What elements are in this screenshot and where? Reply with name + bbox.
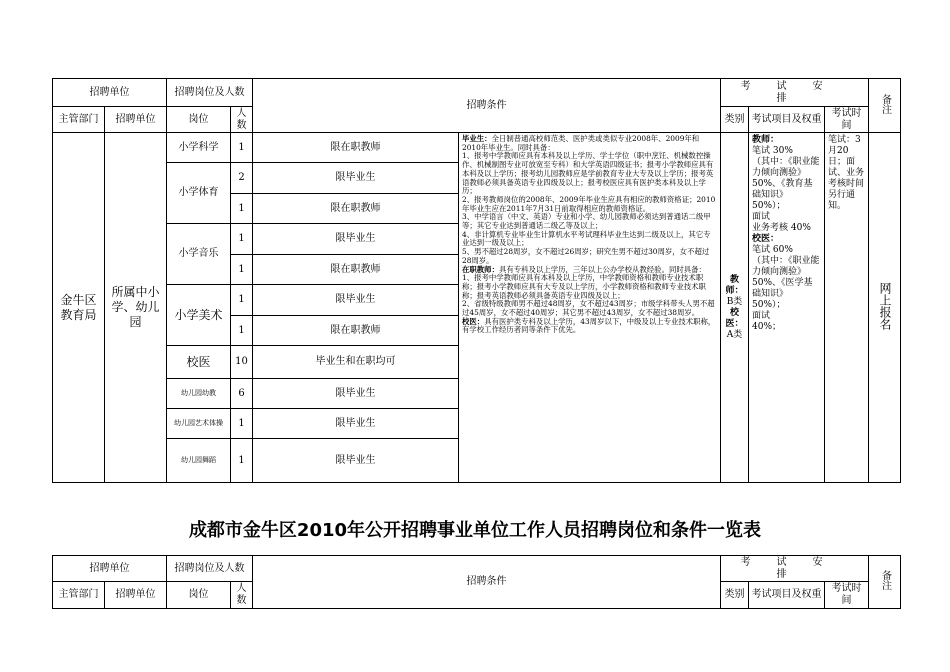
header-post-group: 招聘岗位及人数 [167, 556, 253, 582]
exam-type-teacher-value: B类 [726, 296, 743, 307]
requirement-cell: 限毕业生 [253, 409, 459, 439]
exam-line: 40%； [752, 322, 782, 332]
header-conditions: 招聘条件 [253, 556, 721, 609]
exam-line: 面试 [752, 311, 771, 321]
requirement-cell: 限毕业生 [253, 379, 459, 409]
header-supervisor: 主管部门 [53, 107, 105, 133]
exam-type-doctor-value: A类 [726, 329, 743, 340]
exam-time-cell: 笔试：3月20日；面试、业务考核时间另行通知。 [825, 133, 869, 483]
count-cell: 1 [231, 285, 253, 316]
exam-line: 面试 [752, 212, 771, 222]
count-cell: 1 [231, 133, 253, 163]
unit-cell: 所属中小学、幼儿园 [105, 133, 167, 483]
requirement-cell: 限在职教师 [253, 255, 459, 285]
requirement-cell: 限毕业生 [253, 285, 459, 316]
grad-item: 3、中学语言（中文、英语）专业和小学、幼儿园教师必须达到普通话二级甲等；其它专业达到普通话二级乙等及以上； [462, 212, 711, 231]
post-cell: 小学体育 [167, 163, 231, 224]
header-count: 人数 [231, 107, 253, 133]
supervisor-cell: 金牛区教育局 [53, 133, 105, 483]
grad-label: 毕业生： [462, 134, 492, 143]
header-post: 岗位 [167, 582, 231, 609]
page-title: 成都市金牛区2010年公开招聘事业单位工作人员招聘岗位和条件一览表 [188, 520, 762, 541]
header-exam-group: 考试安排 [721, 556, 869, 582]
incumbent-item: 2、省级特级教师男不超过48周岁，女不超过43周岁；市级学科带头人男不超过45周岁，女不超过40周岁；其它男不超过43周岁，女不超过38周岁。 [462, 299, 715, 318]
header-post-group: 招聘岗位及人数 [167, 79, 253, 107]
post-cell: 幼儿园舞蹈 [167, 439, 231, 483]
incumbent-intro: 具有专科及以上学历，三年以上公办学校从教经验。同时具备： [498, 264, 706, 274]
exam-line: 业务考核 40% [752, 223, 811, 233]
count-cell: 1 [231, 316, 253, 346]
requirement-cell: 限在职教师 [253, 316, 459, 346]
header-exam-items: 考试项目及权重 [749, 582, 825, 609]
exam-line: 笔试 60% [752, 245, 793, 255]
repeat-header-table [52, 555, 901, 609]
header-exam-group: 考试安排 [721, 79, 869, 107]
exam-line: （其中：《职业能力倾向测验》50%、《医学基础知识》50%）； [752, 256, 820, 310]
header-count: 人数 [231, 582, 253, 609]
header-exam-time: 考试时间 [825, 107, 869, 133]
header-exam-type: 类别 [721, 107, 749, 133]
header-remarks: 备注 [869, 79, 901, 133]
grad-item: 5、男不超过28周岁，女不超过26周岁；研究生男不超过30周岁，女不超过28周岁。 [462, 247, 710, 265]
count-cell: 1 [231, 194, 253, 224]
conditions-cell [459, 133, 721, 483]
count-cell: 1 [231, 255, 253, 285]
exam-items-doctor-label: 校医： [752, 234, 780, 244]
header-unit: 招聘单位 [105, 582, 167, 609]
header-remarks: 备注 [869, 556, 901, 609]
exam-type-cell [721, 133, 749, 483]
remarks-cell: 网上报名 [869, 133, 901, 483]
header-supervisor: 主管部门 [53, 582, 105, 609]
grad-intro: 全日制普通高校师范类、医护类或类似专业2008年、2009年和2010年毕业生。同时具备： [462, 134, 700, 152]
doctor-text: 具有医护类专科及以上学历，43周岁以下，中级及以上专业技术职称，有学校工作经历者同等条件下优先。 [462, 316, 716, 335]
grad-item: 1、报考中学教师应具有本科及以上学历、学士学位（职中烹饪、机械数控操作、机械制图专业可放宽至专科）和大学英语四级证书；报考小学教师应具有本科及以上学历；报考幼儿园教师应是学前教育专业大专及以上学历；报考英语教师必须具备英语专业四级及以上；报考校医应具有医护类本科及以上学历； [462, 151, 714, 196]
requirement-cell: 限毕业生 [253, 163, 459, 194]
header-exam-type: 类别 [721, 582, 749, 609]
requirement-cell: 限毕业生 [253, 439, 459, 483]
count-cell: 1 [231, 224, 253, 255]
header-exam-time: 考试时间 [825, 582, 869, 609]
post-cell: 小学美术 [167, 285, 231, 346]
header-exam-items: 考试项目及权重 [749, 107, 825, 133]
count-cell: 2 [231, 163, 253, 194]
exam-line: （其中：《职业能力倾向测验》50%、《教育基础知识》50%）； [752, 157, 820, 211]
doctor-label: 校医： [462, 316, 485, 326]
post-cell: 小学科学 [167, 133, 231, 163]
grad-item: 4、非计算机专业毕业生计算机水平考试理科毕业生达到二级及以上，其它专业达到一级及以上； [462, 229, 711, 248]
requirement-cell: 限毕业生 [253, 224, 459, 255]
incumbent-label: 在职教师： [462, 264, 499, 274]
header-unit-group: 招聘单位 [53, 556, 167, 582]
count-cell: 10 [231, 346, 253, 379]
header-unit-group: 招聘单位 [53, 79, 167, 107]
header-post: 岗位 [167, 107, 231, 133]
requirement-cell: 限在职教师 [253, 194, 459, 224]
requirement-cell: 毕业生和在职均可 [253, 346, 459, 379]
post-cell: 幼儿园艺术体操 [167, 409, 231, 439]
post-cell: 幼儿园幼教 [167, 379, 231, 409]
grad-item: 2、报考教师岗位的2008年、2009年毕业生应具有相应的教师资格证；2010年毕业生应在2011年7月31日前取得相应的教师资格证。 [462, 194, 716, 213]
header-conditions: 招聘条件 [253, 79, 721, 133]
exam-items-teacher-label: 教师： [752, 135, 780, 145]
count-cell: 1 [231, 409, 253, 439]
count-cell: 1 [231, 439, 253, 483]
exam-line: 笔试 30% [752, 146, 793, 156]
post-cell: 小学音乐 [167, 224, 231, 285]
header-unit: 招聘单位 [105, 107, 167, 133]
requirement-cell: 限在职教师 [253, 133, 459, 163]
exam-type-doctor-label: 校医： [725, 307, 744, 329]
count-cell: 6 [231, 379, 253, 409]
post-cell: 校医 [167, 346, 231, 379]
incumbent-item: 1、报考中学教师应具有本科及以上学历，中学教师资格和教师专业技术职称；报考小学教师应具有大专及以上学历，小学教师资格和教师专业技术职称；报考英语教师必须具备英语专业四级及以上； [462, 273, 706, 300]
exam-type-teacher-label: 教师： [725, 274, 744, 296]
exam-items-cell [749, 133, 825, 483]
recruitment-table [52, 78, 901, 483]
